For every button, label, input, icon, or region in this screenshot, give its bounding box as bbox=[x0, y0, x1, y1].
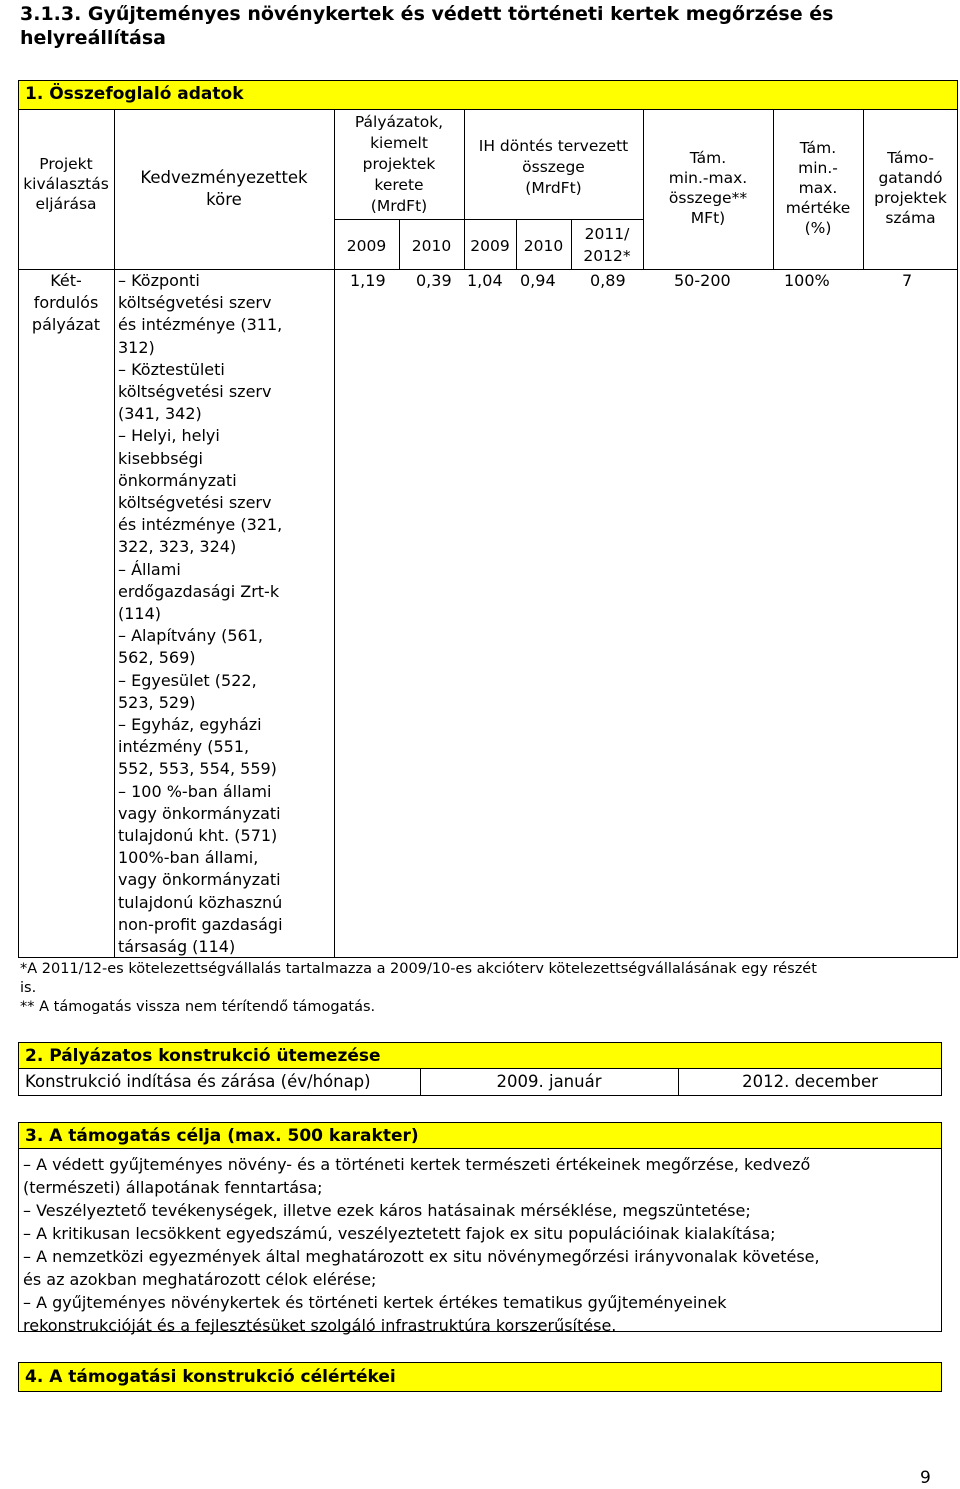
goal-section bbox=[18, 1122, 942, 1335]
section-heading-line2: helyreállítása bbox=[20, 27, 166, 49]
header-year-2010a: 2010 bbox=[411, 237, 452, 255]
beneficiary-line: – Alapítvány (561, bbox=[118, 626, 263, 646]
beneficiary-line: és intézménye (311, bbox=[118, 315, 283, 335]
beneficiary-line: tulajdonú közhasznú bbox=[118, 892, 283, 912]
note-1-cont: is. bbox=[20, 980, 37, 996]
row-rate: 100% bbox=[784, 271, 830, 290]
beneficiary-line: 322, 323, 324) bbox=[118, 537, 237, 557]
note-1: *A 2011/12-es kötelezettségvállalás tartalmazza a 2009/10-es akcióterv kötelezettségvállalásának egy részét bbox=[20, 961, 817, 977]
beneficiary-line: 552, 553, 554, 559) bbox=[118, 759, 277, 779]
row-min-max: 50-200 bbox=[674, 271, 731, 290]
beneficiary-line: 523, 529) bbox=[118, 692, 196, 712]
beneficiary-line: és intézménye (321, bbox=[118, 515, 283, 535]
section-heading bbox=[20, 2, 950, 50]
row-beneficiaries bbox=[118, 270, 332, 958]
beneficiary-line: társaság (114) bbox=[118, 937, 236, 957]
row-frame-2010: 0,39 bbox=[416, 271, 452, 290]
beneficiary-line: költségvetési szerv bbox=[118, 382, 272, 402]
header-year-2011-2012: 2011/ 2012* bbox=[583, 225, 631, 265]
row-selection: Két- fordulós pályázat bbox=[31, 271, 101, 334]
row-count: 7 bbox=[902, 271, 913, 290]
summary-title: 1. Összefoglaló adatok bbox=[18, 80, 958, 110]
beneficiary-line: 562, 569) bbox=[118, 648, 196, 668]
beneficiary-line: önkormányzati bbox=[118, 470, 237, 490]
row-frame-2009: 1,19 bbox=[350, 271, 386, 290]
beneficiary-line: kisebbségi bbox=[118, 448, 203, 468]
row-ih-2010: 0,94 bbox=[520, 271, 556, 290]
header-selection: Projekt kiválasztás eljárása bbox=[23, 155, 109, 213]
target-section bbox=[18, 1362, 942, 1392]
beneficiary-line: 100%-ban állami, bbox=[118, 848, 259, 868]
beneficiary-line: non-profit gazdasági bbox=[118, 914, 283, 934]
note-2: ** A támogatás vissza nem térítendő támogatás. bbox=[20, 999, 376, 1015]
beneficiary-line: (341, 342) bbox=[118, 404, 202, 424]
beneficiary-line: – Köztestületi bbox=[118, 359, 225, 379]
page-number: 9 bbox=[920, 1468, 931, 1488]
beneficiary-line: költségvetési szerv bbox=[118, 293, 272, 313]
beneficiary-line: – Állami bbox=[118, 559, 181, 579]
header-rate: Tám. min.- max. mértéke (%) bbox=[785, 139, 851, 237]
goal-text: – A védett gyűjteményes növény- és a történeti kertek természeti értékeinek megőrzése, kedvező (természeti) állapotának fenntartása; – Veszélyeztető tevékenységek, illetve ezek káros hatásainak mérséklése, megszüntetése; – A kritikusan lecsökkent egyedszámú, veszélyeztetett fajok ex situ populációinak kialakítása; – A nemzetközi egyezmények által meghatározott ex situ növénymegőrzési irányvonalak követése, és az azokban meghatározott célok elérése; – A gyűjteményes növénykertek és történeti kertek értékes tematikus gyűjteményeinek rekonstrukcióját és a fejlesztésüket szolgáló infrastruktúra korszerűsítése. bbox=[23, 1155, 820, 1335]
beneficiary-line: – 100 %-ban állami bbox=[118, 781, 272, 801]
beneficiary-line: erdőgazdasági Zrt-k bbox=[118, 581, 280, 601]
row-ih-2011-2012: 0,89 bbox=[590, 271, 626, 290]
summary-notes bbox=[20, 960, 950, 1017]
schedule-end: 2012. december bbox=[742, 1072, 878, 1091]
header-beneficiaries: Kedvezményezettek köre bbox=[140, 168, 308, 209]
header-ih-decision: IH döntés tervezett összege (MrdFt) bbox=[478, 137, 629, 197]
schedule-label: Konstrukció indítása és zárása (év/hónap) bbox=[25, 1072, 371, 1091]
schedule-table bbox=[18, 1042, 942, 1096]
row-ih-2009: 1,04 bbox=[467, 271, 503, 290]
summary-table bbox=[18, 80, 958, 958]
beneficiary-line: – Egyház, egyházi bbox=[118, 715, 262, 735]
beneficiary-line: – Egyesület (522, bbox=[118, 670, 257, 690]
beneficiary-line: – Központi bbox=[118, 271, 200, 290]
section-heading-line1: 3.1.3. Gyűjteményes növénykertek és védett történeti kertek megőrzése és bbox=[20, 3, 834, 25]
schedule-start: 2009. január bbox=[496, 1072, 602, 1091]
goal-title: 3. A támogatás célja (max. 500 karakter) bbox=[18, 1122, 942, 1149]
header-year-2010b: 2010 bbox=[523, 237, 564, 255]
header-year-2009b: 2009 bbox=[470, 237, 510, 255]
beneficiary-line: tulajdonú kht. (571) bbox=[118, 826, 278, 846]
schedule-title: 2. Pályázatos konstrukció ütemezése bbox=[18, 1042, 942, 1069]
beneficiary-line: 312) bbox=[118, 337, 155, 357]
header-frame: Pályázatok, kiemelt projektek kerete (MrdFt) bbox=[354, 113, 444, 215]
beneficiary-line: vagy önkormányzati bbox=[118, 803, 281, 823]
beneficiary-line: – Helyi, helyi bbox=[118, 426, 220, 446]
header-year-2009a: 2009 bbox=[346, 237, 387, 255]
beneficiary-line: (114) bbox=[118, 604, 162, 624]
beneficiary-line: költségvetési szerv bbox=[118, 493, 272, 513]
beneficiary-line: vagy önkormányzati bbox=[118, 870, 281, 890]
target-title: 4. A támogatási konstrukció célértékei bbox=[18, 1362, 942, 1392]
header-count: Támo- gatandó projektek száma bbox=[874, 149, 947, 227]
header-min-max-amount: Tám. min.-max. összege** MFt) bbox=[668, 149, 748, 227]
beneficiary-line: intézmény (551, bbox=[118, 737, 250, 757]
